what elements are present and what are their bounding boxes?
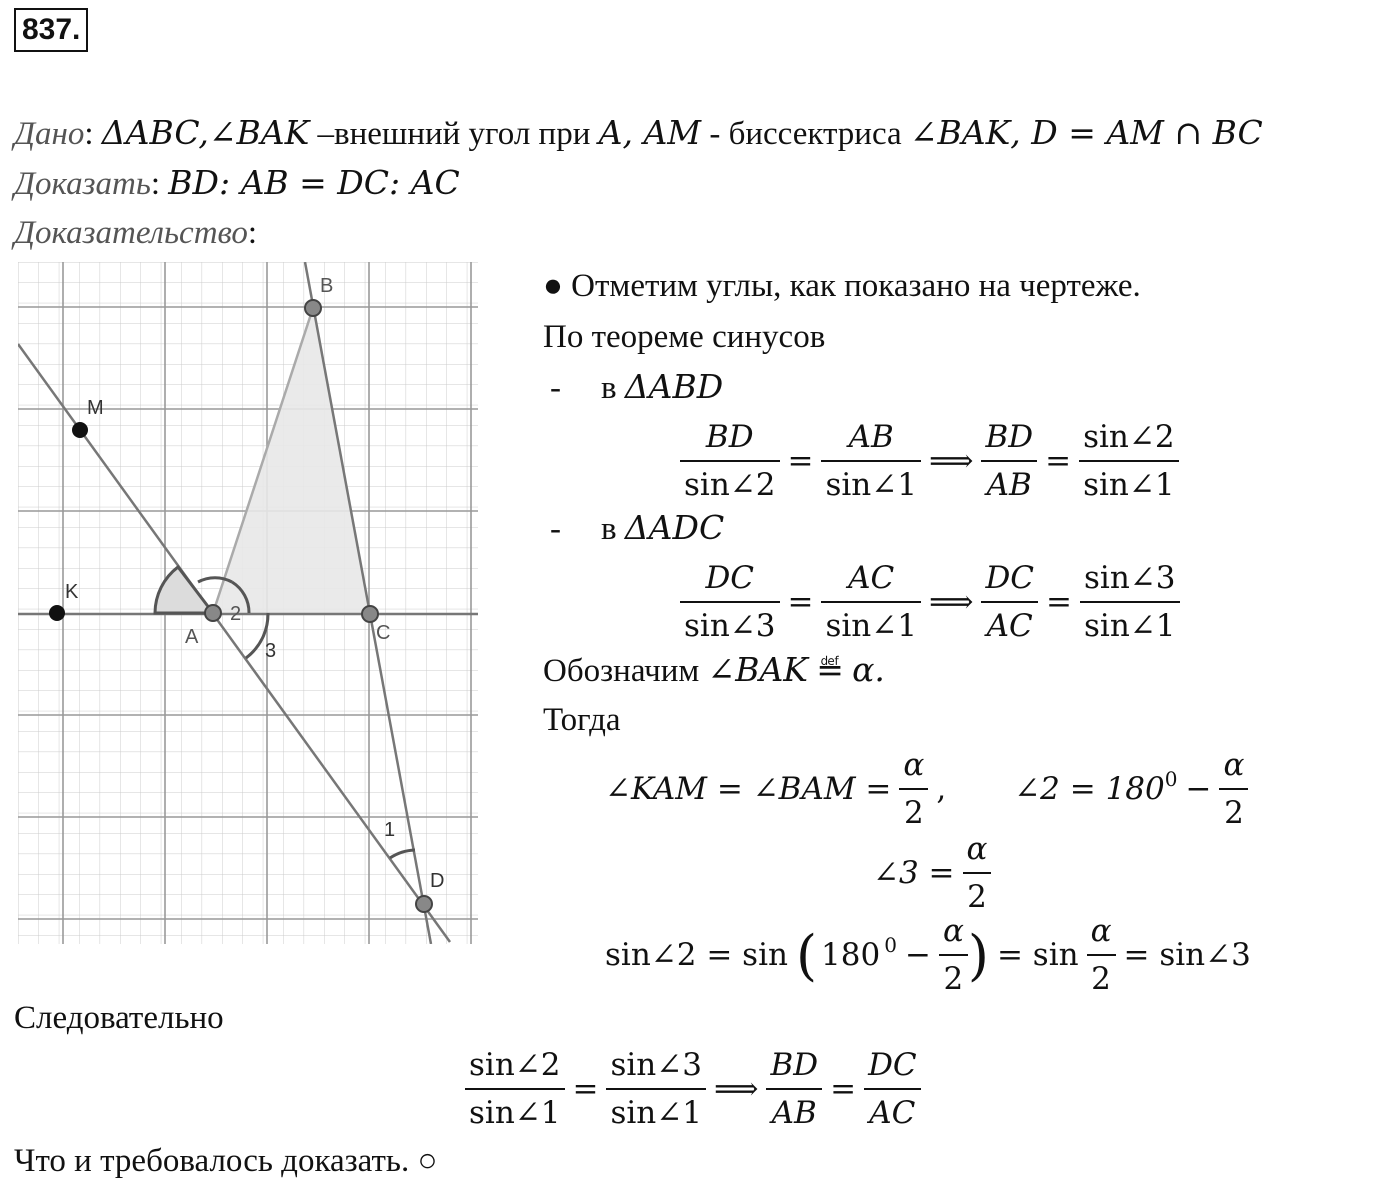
label-k: K: [65, 581, 79, 603]
label-b: B: [320, 275, 334, 297]
label-c: C: [376, 622, 391, 644]
formula-final: $\frac{\sin\angle 2}{\sin\angle 1}$ = $\frac{\sin\angle 3}{\sin\angle 1}$ ⟹ $\frac{BD}{AB}$ = $\frac{DC}{AC}$: [465, 1042, 921, 1136]
given-line: Дано: ΔABC,∠BAK –внешний угол при A, AM - биссектриса ∠BAK, D = AM ∩ BC: [14, 113, 1263, 152]
label-m: M: [87, 397, 104, 419]
triangle-abd: ΔABD: [624, 367, 724, 406]
given-points: A, AM: [598, 113, 702, 152]
frac-sin3-sin1: $\frac{\sin\angle 3}{\sin\angle 1}$: [1080, 555, 1180, 649]
point-k: [49, 605, 65, 621]
step-designate: Обозначим ∠BAK ≝ α.: [543, 650, 885, 689]
frac-final-1: $\frac{\sin\angle 2}{\sin\angle 1}$: [465, 1042, 565, 1136]
point-b: [305, 300, 321, 316]
geometry-diagram: [18, 262, 478, 944]
formula-kam: ∠KAM = ∠BAM = $\frac{\alpha}{2}$ , ∠2 = 180 0 − $\frac{\alpha}{2}$: [605, 742, 1248, 836]
frac-alpha-2c: $\frac{\alpha}{2}$: [963, 826, 992, 920]
frac-sin2-sin1: $\frac{\sin\angle 2}{\sin\angle 1}$: [1079, 414, 1179, 508]
given-triangle: ΔABC,∠BAK: [101, 113, 310, 152]
frac-alpha-2e: $\frac{\alpha}{2}$: [1087, 908, 1116, 1002]
given-text-bisector: - биссектриса: [709, 116, 902, 152]
label-angle-3: 3: [265, 640, 277, 662]
formula-abd: $\frac{BD}{\sin\angle 2}$ = $\frac{AB}{\sin\angle 1}$ ⟹ $\frac{BD}{AB}$ = $\frac{\sin\angle 2}{\sin\angle 1}$: [680, 414, 1179, 508]
proof-label: Доказательство: [14, 215, 248, 251]
frac-alpha-2d: $\frac{\alpha}{2}$: [939, 908, 968, 1002]
given-intersection: ∠BAK, D = AM ∩ BC: [909, 113, 1263, 152]
angle-bak: ∠BAK: [707, 650, 808, 689]
formula-angle3: ∠3 = $\frac{\alpha}{2}$: [865, 826, 991, 920]
def-equal: ≝: [816, 650, 844, 689]
frac-final-4: $\frac{DC}{AC}$: [864, 1042, 921, 1136]
in-abd-prefix: в: [601, 370, 617, 406]
given-label: Дано: [14, 116, 85, 152]
in-adc-prefix: в: [601, 511, 617, 547]
step-in-abd: [550, 367, 723, 408]
prove-statement: BD: AB = DC: AC: [168, 163, 460, 202]
prove-line: Доказать: BD: AB = DC: AC: [14, 163, 460, 202]
frac-final-2: $\frac{\sin\angle 3}{\sin\angle 1}$: [606, 1042, 706, 1136]
label-d: D: [430, 870, 445, 892]
step-mark-angles: ● Отметим углы, как показано на чертеже.: [543, 268, 1141, 304]
formula-sin-chain: sin∠2 = sin ( 180 0 − $\frac{\alpha}{2}$ ) = sin $\frac{\alpha}{2}$ = sin∠3: [605, 908, 1259, 1002]
qed: Что и требовалось доказать. ○: [14, 1143, 438, 1179]
triangle-adc: ΔADC: [624, 508, 725, 547]
frac-dc-ac: $\frac{DC}{AC}$: [981, 555, 1038, 649]
given-text-external: –внешний угол при: [317, 116, 591, 152]
frac-final-3: $\frac{BD}{AB}$: [766, 1042, 822, 1136]
label-a: A: [185, 626, 199, 648]
prove-label: Доказать: [14, 166, 151, 202]
frac-bd-sin2: $\frac{BD}{\sin\angle 2}$: [680, 414, 780, 508]
formula-adc: $\frac{DC}{\sin\angle 3}$ = $\frac{AC}{\sin\angle 1}$ ⟹ $\frac{DC}{AC}$ = $\frac{\sin\angle 3}{\sin\angle 1}$: [680, 555, 1180, 649]
frac-dc-sin3: $\frac{DC}{\sin\angle 3}$: [680, 555, 780, 649]
proof-line: Доказательство:: [14, 215, 258, 251]
label-angle-1: 1: [384, 819, 396, 841]
point-c: [362, 606, 378, 622]
frac-alpha-2: $\frac{\alpha}{2}$: [899, 742, 928, 836]
dash-1: -: [550, 370, 561, 406]
frac-bd-ab: $\frac{BD}{AB}$: [981, 414, 1037, 508]
point-m: [72, 422, 88, 438]
dash-2: -: [550, 511, 561, 547]
step-sine-theorem: По теореме синусов: [543, 319, 826, 355]
alpha-symbol: α.: [852, 650, 885, 689]
point-a: [205, 605, 221, 621]
therefore: Следовательно: [14, 1000, 224, 1036]
label-angle-2: 2: [230, 603, 242, 625]
frac-ac-sin1: $\frac{AC}{\sin\angle 1}$: [821, 555, 921, 649]
frac-alpha-2b: $\frac{\alpha}{2}$: [1219, 742, 1248, 836]
problem-number: 837.: [14, 8, 88, 52]
step-in-adc: [550, 508, 724, 549]
step-then: Тогда: [543, 702, 621, 738]
frac-ab-sin1: $\frac{AB}{\sin\angle 1}$: [821, 414, 921, 508]
point-d: [416, 896, 432, 912]
